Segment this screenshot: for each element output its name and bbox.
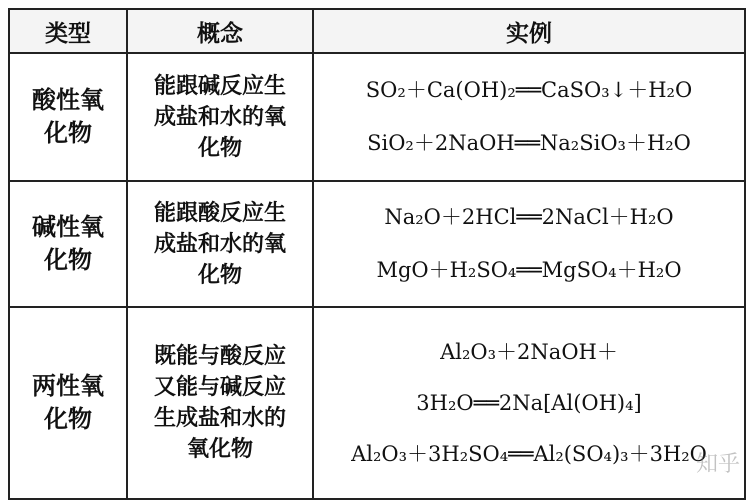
type-line: 化物 bbox=[44, 405, 92, 433]
header-concept: 概念 bbox=[127, 9, 313, 53]
concept-line: 成盐和水的氧 bbox=[153, 231, 286, 257]
concept-cell bbox=[127, 307, 313, 499]
concept-line: 化物 bbox=[197, 262, 242, 288]
header-type: 类型 bbox=[9, 9, 127, 53]
concept-line: 能跟酸反应生 bbox=[153, 200, 286, 226]
examples-cell bbox=[313, 307, 745, 499]
concept-cell bbox=[127, 181, 313, 307]
type-cell bbox=[9, 53, 127, 181]
concept-line: 生成盐和水的 bbox=[153, 406, 286, 431]
type-line: 化物 bbox=[44, 246, 92, 274]
row-basic-oxide bbox=[9, 181, 745, 307]
type-line: 酸性氧 bbox=[32, 86, 104, 114]
equation: SiO₂＋2NaOH══Na₂SiO₃＋H₂O bbox=[367, 131, 691, 155]
concept-line: 成盐和水的氧 bbox=[153, 104, 286, 130]
type-line: 化物 bbox=[44, 119, 92, 147]
type-line: 两性氧 bbox=[32, 372, 104, 400]
type-cell bbox=[9, 181, 127, 307]
watermark-logo: 知乎 bbox=[695, 452, 740, 477]
concept-line: 又能与碱反应 bbox=[153, 375, 286, 400]
oxide-classification-table bbox=[8, 8, 746, 500]
equation: Al₂O₃＋2NaOH＋ bbox=[440, 339, 618, 364]
equation: MgO＋H₂SO₄══MgSO₄＋H₂O bbox=[376, 258, 682, 282]
row-amphoteric-oxide bbox=[9, 307, 745, 499]
equation: SO₂＋Ca(OH)₂══CaSO₃↓＋H₂O bbox=[365, 78, 693, 102]
header-examples: 实例 bbox=[313, 9, 745, 53]
examples-cell bbox=[313, 181, 745, 307]
concept-cell bbox=[127, 53, 313, 181]
examples-cell bbox=[313, 53, 745, 181]
type-cell bbox=[9, 307, 127, 499]
equation: 3H₂O══2Na[Al(OH)₄] bbox=[416, 390, 642, 415]
concept-line: 化物 bbox=[197, 135, 242, 161]
header-row bbox=[9, 9, 745, 53]
equation: Na₂O＋2HCl══2NaCl＋H₂O bbox=[384, 205, 674, 229]
type-line: 碱性氧 bbox=[32, 213, 104, 241]
concept-line: 能跟碱反应生 bbox=[153, 73, 286, 99]
concept-line: 氧化物 bbox=[186, 437, 253, 462]
row-acidic-oxide bbox=[9, 53, 745, 181]
concept-line: 既能与酸反应 bbox=[153, 344, 286, 369]
equation: Al₂O₃＋3H₂SO₄══Al₂(SO₄)₃＋3H₂O bbox=[351, 441, 707, 466]
